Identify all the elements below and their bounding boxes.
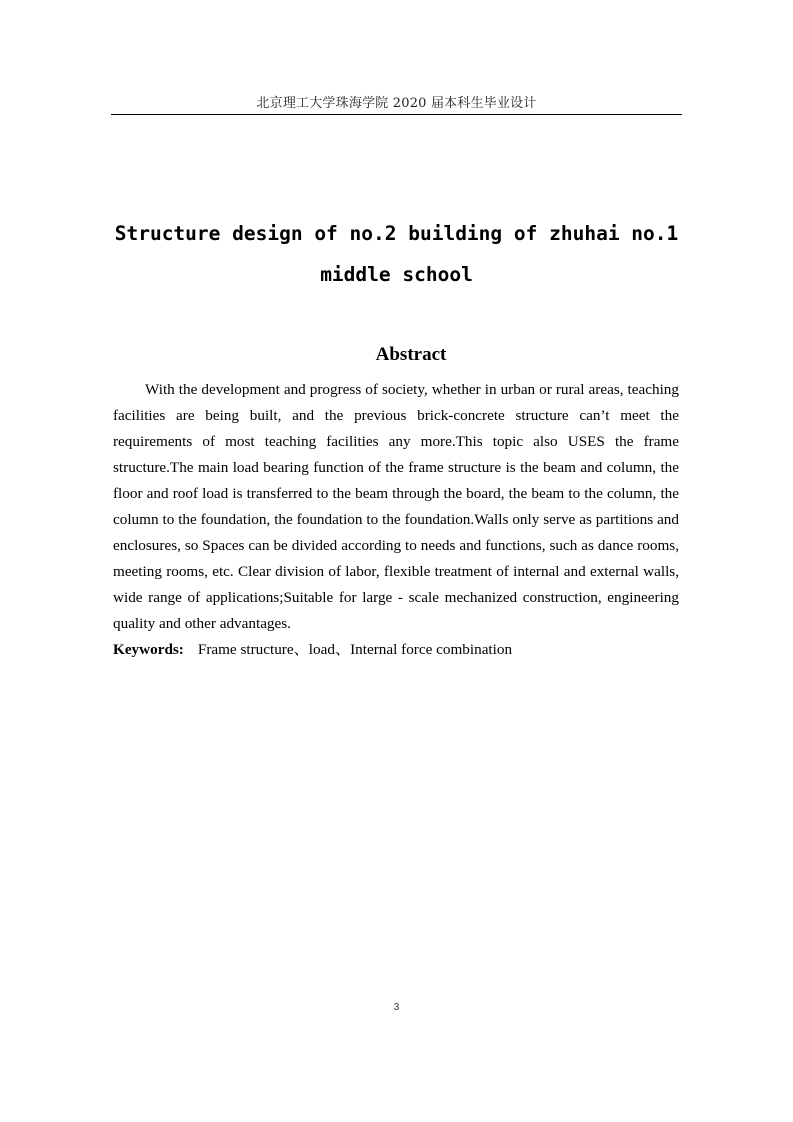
running-header: 北京理工大学珠海学院 2020 届本科生毕业设计 <box>256 96 537 111</box>
keywords-line <box>113 637 679 663</box>
abstract-body: With the development and progress of society, whether in urban or rural areas, teaching facilities are being built, and the previous brick-concrete structure can’t meet the requirements of most teaching facilities any more.This topic also USES the frame structure.The main load bearing function of the frame structure is the beam and column, the floor and roof load is transferred to the beam through the board, the beam to the column, the column to the foundation, the foundation to the foundation.Walls only serve as partitions and enclosures, so Spaces can be divided according to needs and functions, such as dance rooms, meeting rooms, etc. Clear division of labor, flexible treatment of internal and external walls, wide range of applications;Suitable for large - scale mechanized construction, engineering quality and other advantages. <box>113 381 679 632</box>
abstract-heading: Abstract <box>375 344 447 365</box>
thesis-title: Structure design of no.2 building of zhuhai no.1 middle school <box>114 222 679 286</box>
keywords-label: Keywords: <box>113 641 184 658</box>
keywords-value: Frame structure、load、Internal force combination <box>197 641 513 658</box>
page-number: 3 <box>393 1002 400 1013</box>
header-divider <box>111 114 682 115</box>
